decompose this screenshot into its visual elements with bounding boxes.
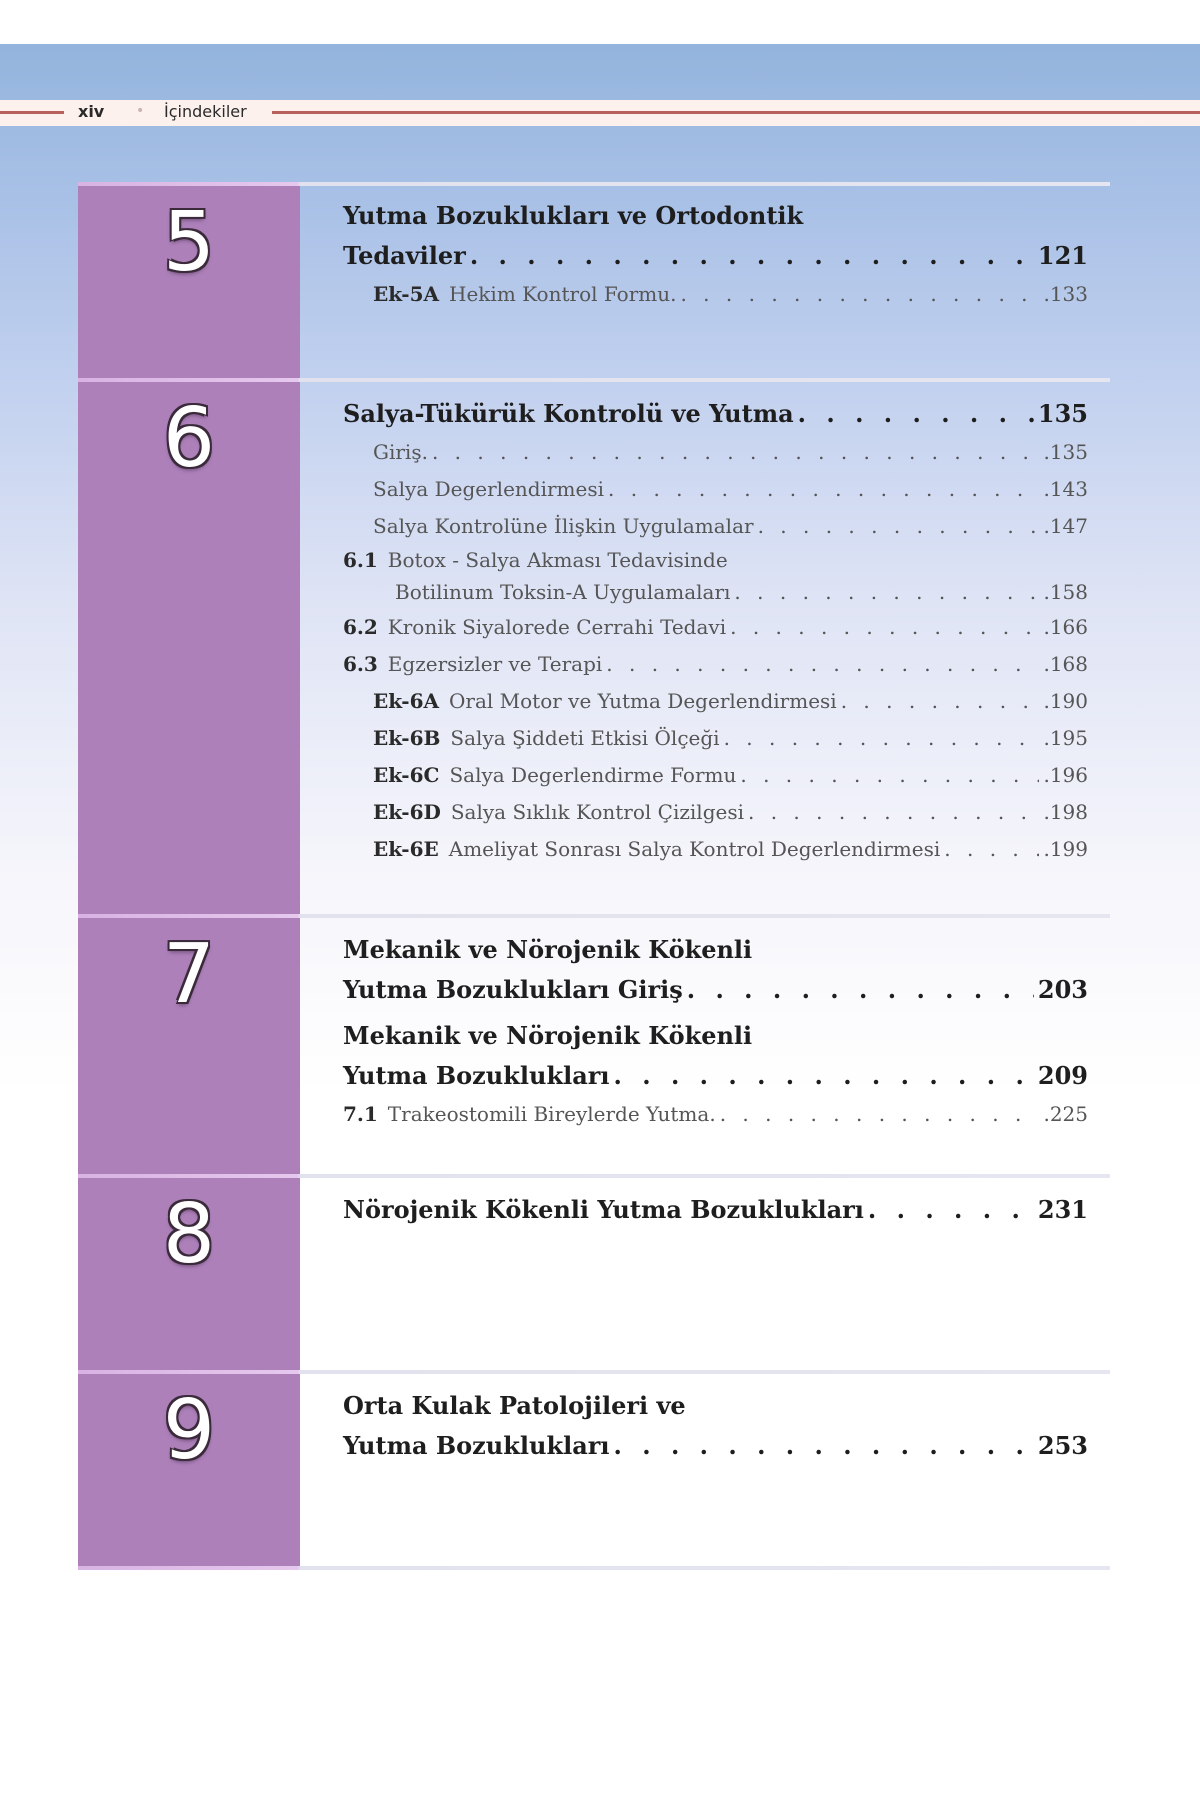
- leader-dots: [432, 434, 1040, 471]
- entry-title: Salya Sıklık Kontrol Çizilgesi: [450, 800, 744, 824]
- entry-title: Trakeostomili Bireylerde Yutma.: [387, 1102, 716, 1126]
- toc-entry[interactable]: [343, 646, 1088, 683]
- toc-entry[interactable]: [343, 831, 1088, 868]
- entry-code: Ek-6C: [373, 763, 440, 787]
- chapter-title-line: Yutma Bozuklukları ve Ortodontik: [343, 201, 804, 230]
- entry-code: Ek-6E: [373, 837, 439, 861]
- entry-page: .133: [1043, 282, 1088, 306]
- toc-entry[interactable]: [343, 720, 1088, 757]
- toc-entry-chapter[interactable]: [343, 1426, 1088, 1466]
- entry-page: .143: [1043, 477, 1088, 501]
- leader-dots: [680, 276, 1039, 313]
- chapter-8: [78, 1178, 1110, 1370]
- entry-page: 203: [1037, 975, 1088, 1004]
- toc-entry[interactable]: [343, 1096, 1088, 1133]
- entry-page: .225: [1043, 1102, 1088, 1126]
- entry-code: Ek-6D: [373, 800, 441, 824]
- chapter-5: [78, 186, 1110, 378]
- toc-entry[interactable]: [343, 276, 1088, 313]
- entry-page: .168: [1043, 652, 1088, 676]
- toc-entry-chapter[interactable]: [343, 1056, 1088, 1096]
- entry-page: .135: [1043, 440, 1088, 464]
- header-rule-left: [0, 111, 64, 114]
- entry-page: 135: [1037, 399, 1088, 428]
- entry-page: .190: [1043, 689, 1088, 713]
- leader-dots: [730, 609, 1039, 646]
- entry-code: 7.1: [343, 1102, 378, 1126]
- entry-title: Egzersizler ve Terapi: [387, 652, 603, 676]
- entry-title: Hekim Kontrol Formu.: [449, 282, 677, 306]
- entry-title: Giriş.: [373, 440, 428, 464]
- chapter-number: 9: [162, 1383, 216, 1478]
- entry-page: 121: [1037, 241, 1088, 270]
- entry-title: Salya Şiddeti Etkisi Ölçeği: [450, 726, 720, 750]
- entry-title: Yutma Bozuklukları: [343, 1431, 610, 1460]
- leader-dots: [944, 831, 1039, 868]
- chapter-number: 8: [162, 1187, 216, 1282]
- leader-dots: [868, 1190, 1034, 1230]
- entry-page: .147: [1043, 514, 1088, 538]
- entry-title-continued: Botilinum Toksin-A Uygulamaları: [395, 580, 731, 604]
- leader-dots: [758, 508, 1040, 545]
- leader-dots: [606, 646, 1039, 683]
- toc-entry[interactable]: [343, 434, 1088, 471]
- toc-entry[interactable]: [343, 471, 1088, 508]
- entry-title: Nörojenik Kökenli Yutma Bozuklukları: [343, 1195, 864, 1224]
- leader-dots: [614, 1426, 1034, 1466]
- entry-page: .196: [1043, 763, 1088, 787]
- toc-entry[interactable]: [343, 508, 1088, 545]
- header-separator: •: [136, 103, 145, 119]
- toc-entry-chapter[interactable]: [343, 970, 1088, 1010]
- entry-title: Tedaviler: [343, 241, 466, 270]
- chapter-title-line: Orta Kulak Patolojileri ve: [343, 1391, 686, 1420]
- toc-entry[interactable]: [343, 545, 1088, 575]
- entry-page: .166: [1043, 615, 1088, 639]
- chapter-title-line: Mekanik ve Nörojenik Kökenli: [343, 935, 753, 964]
- leader-dots: [724, 720, 1040, 757]
- entry-title: Yutma Bozuklukları Giriş: [343, 975, 683, 1004]
- entry-title: Salya Degerlendirmesi: [373, 477, 605, 501]
- header-page-number: xiv: [78, 102, 105, 121]
- toc-entry[interactable]: [343, 794, 1088, 831]
- entry-page: .199: [1043, 837, 1088, 861]
- chapter-6: [78, 382, 1110, 914]
- leader-dots: [798, 394, 1034, 434]
- chapter-number: 7: [162, 927, 216, 1022]
- toc-entry[interactable]: [343, 683, 1088, 720]
- leader-dots: [720, 1096, 1040, 1133]
- chapter-number: 5: [162, 195, 216, 290]
- chapter-number: 6: [162, 391, 216, 486]
- entry-title: Ameliyat Sonrası Salya Kontrol Degerlendirmesi: [448, 837, 941, 861]
- header-section-title: İçindekiler: [164, 102, 247, 121]
- entry-code: Ek-6B: [373, 726, 441, 750]
- entry-code: Ek-6A: [373, 689, 440, 713]
- entry-title: Salya Degerlendirme Formu: [449, 763, 737, 787]
- entry-code: Ek-5A: [373, 282, 440, 306]
- leader-dots: [614, 1056, 1034, 1096]
- toc-entry[interactable]: [343, 609, 1088, 646]
- chapter-9: [78, 1374, 1110, 1566]
- header-rule-right: [272, 111, 1200, 114]
- entry-page: 209: [1037, 1061, 1088, 1090]
- chapter-title-line: Mekanik ve Nörojenik Kökenli: [343, 1021, 753, 1050]
- leader-dots: [734, 575, 1039, 609]
- entry-title: Yutma Bozuklukları: [343, 1061, 610, 1090]
- entry-page: 253: [1037, 1431, 1088, 1460]
- chapter-divider-bottom: [78, 1566, 1110, 1570]
- entry-page: .198: [1043, 800, 1088, 824]
- leader-dots: [687, 970, 1034, 1010]
- leader-dots: [470, 236, 1034, 276]
- entry-title: Botox - Salya Akması Tedavisinde: [387, 548, 728, 572]
- leader-dots: [748, 794, 1039, 831]
- chapter-7: [78, 918, 1110, 1174]
- entry-code: 6.1: [343, 548, 378, 572]
- toc-entry-continuation[interactable]: [343, 575, 1088, 609]
- toc-entry-chapter[interactable]: [343, 394, 1088, 434]
- entry-page: .158: [1043, 580, 1088, 604]
- entry-code: 6.2: [343, 615, 378, 639]
- leader-dots: [608, 471, 1039, 508]
- leader-dots: [740, 757, 1039, 794]
- entry-title: Salya Kontrolüne İlişkin Uygulamalar: [373, 514, 754, 538]
- leader-dots: [841, 683, 1040, 720]
- entry-page: 231: [1037, 1195, 1088, 1224]
- entry-title: Oral Motor ve Yutma Degerlendirmesi: [449, 689, 837, 713]
- entry-title: Kronik Siyalorede Cerrahi Tedavi: [387, 615, 727, 639]
- entry-page: .195: [1043, 726, 1088, 750]
- toc-entry-chapter[interactable]: [343, 236, 1088, 276]
- toc-entry[interactable]: [343, 757, 1088, 794]
- toc-entry-chapter[interactable]: [343, 1190, 1088, 1230]
- entry-code: 6.3: [343, 652, 378, 676]
- entry-title: Salya-Tükürük Kontrolü ve Yutma: [343, 399, 794, 428]
